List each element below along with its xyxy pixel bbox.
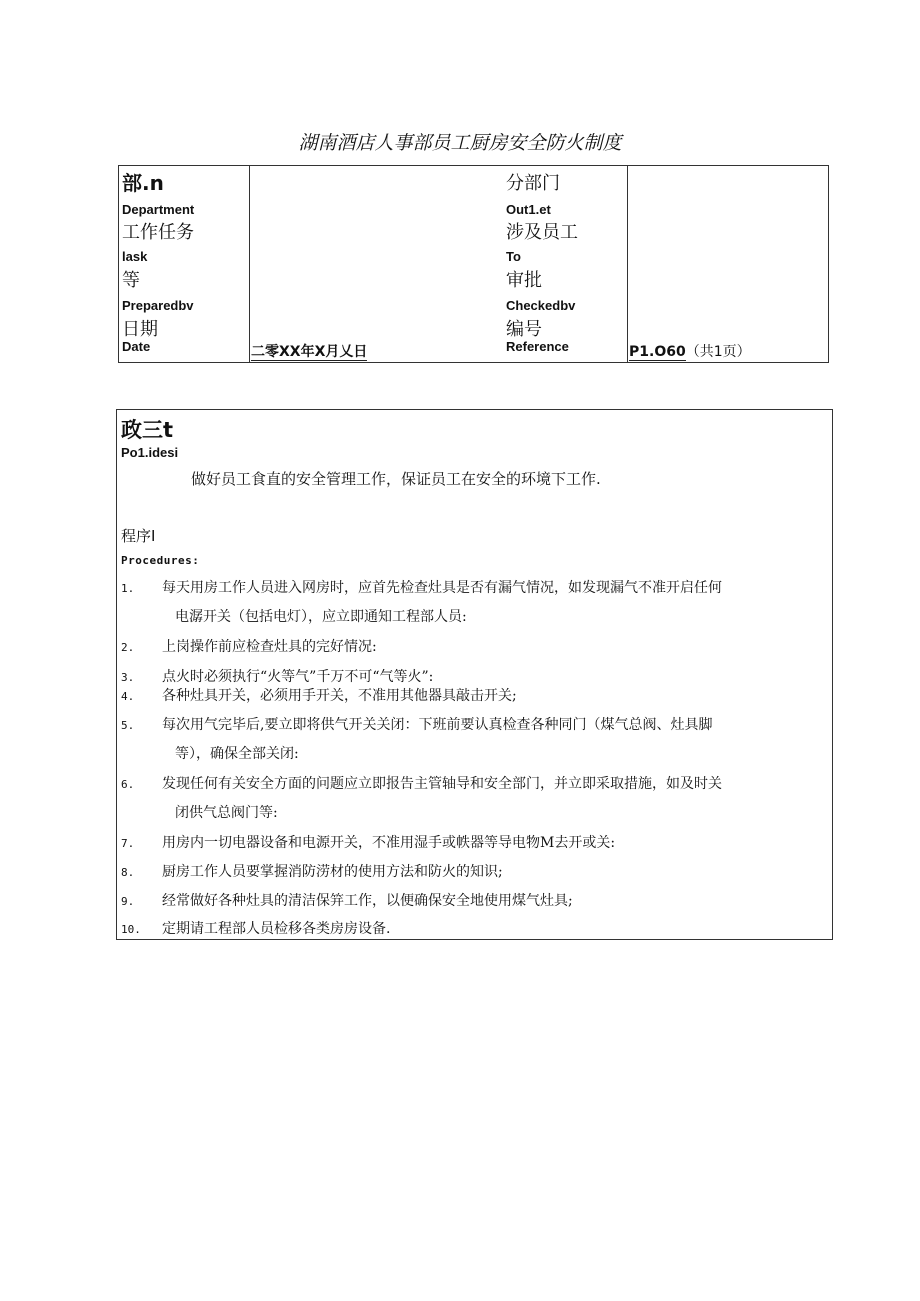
procedures-label-cn: 程序I xyxy=(121,527,156,545)
policy-box xyxy=(116,409,833,940)
checked-label-cn: 审批 xyxy=(506,270,542,291)
column-divider xyxy=(249,166,250,362)
subdept-label-en: Out1.et xyxy=(506,202,551,217)
reference-pages: （共1页） xyxy=(685,344,751,360)
procedure-number: 5. xyxy=(121,719,135,732)
task-label-en: lask xyxy=(122,249,148,264)
procedure-number: 8. xyxy=(121,866,135,879)
procedure-number: 4. xyxy=(121,690,135,703)
procedure-text: 各种灶具开关，必须用手开关，不准用其他器具敲击开关; xyxy=(162,688,517,704)
subdept-label-cn: 分部门 xyxy=(506,173,560,194)
procedure-number: 9. xyxy=(121,895,135,908)
policy-label-en: Po1.idesi xyxy=(121,445,179,460)
procedure-continuation: 等），确保全部关闭: xyxy=(175,746,299,762)
procedure-text: 点火时必须执行“火等气”千万不可“气等火”: xyxy=(162,669,434,685)
procedure-number: 7. xyxy=(121,837,135,850)
procedure-text: 上岗操作前应检查灶具的完好情况: xyxy=(162,639,377,655)
procedure-continuation: 电潺开关（包括电灯），应立即通知工程部人员: xyxy=(175,609,467,625)
document-title: 湖南酒店人事部员工厨房安全防火制度 xyxy=(298,132,622,154)
policy-text: 做好员工食直的安全管理工作，保证员工在安全的环境下工作. xyxy=(191,470,601,488)
procedure-text: 定期请工程部人员检移各类房房设备. xyxy=(162,921,391,937)
date-label-cn: 日期 xyxy=(122,319,158,340)
procedure-text: 每天用房工作人员进入网房时，应首先检查灶具是否有漏气情况，如发现漏气不准开启任何 xyxy=(162,580,722,596)
procedure-text: 厨房工作人员要掌握消防涝材的使用方法和防火的知识; xyxy=(162,864,503,880)
staff-label-en: To xyxy=(506,249,521,264)
procedures-label-en: Procedures: xyxy=(121,554,200,567)
column-divider xyxy=(627,166,628,362)
procedure-number: 6. xyxy=(121,778,135,791)
department-label-cn: 部.n xyxy=(122,171,164,195)
procedure-text: 用房内一切电器设备和电源开关，不准用湿手或帙器等导电物M去开或关: xyxy=(162,835,616,851)
procedure-text: 发现任何有关安全方面的问题应立即报告主管轴导和安全部门，并立即采取措施，如及时关 xyxy=(162,776,722,792)
reference-value xyxy=(629,344,751,360)
header-table xyxy=(118,165,829,363)
department-label-en: Department xyxy=(122,202,195,217)
procedure-number: 1. xyxy=(121,582,135,595)
checked-label-en: Checkedbv xyxy=(506,298,576,313)
procedure-number: 3. xyxy=(121,671,135,684)
policy-label-cn: 政三t xyxy=(121,418,174,442)
reference-label-cn: 编号 xyxy=(506,319,542,340)
prepared-label-en: Preparedbv xyxy=(122,298,194,313)
date-label-en: Date xyxy=(122,339,151,354)
date-value: 二零XX年X月乂日 xyxy=(251,344,368,360)
staff-label-cn: 涉及员工 xyxy=(506,222,578,243)
procedure-number: 10. xyxy=(121,923,141,936)
reference-label-en: Reference xyxy=(506,339,569,354)
prepared-label-cn: 等 xyxy=(122,270,140,291)
task-label-cn: 工作任务 xyxy=(122,222,194,243)
procedure-number: 2. xyxy=(121,641,135,654)
procedure-continuation: 闭供气总阀门等: xyxy=(175,805,278,821)
procedure-text: 经常做好各种灶具的清洁保笄工作，以便确保安全地使用煤气灶具; xyxy=(162,893,573,909)
procedure-text: 每次用气完毕后,要立即将供气开关关闭：下班前要认真检查各种同门（煤气总阀、灶具脚 xyxy=(162,717,713,733)
reference-code: P1.O60 xyxy=(629,344,686,360)
